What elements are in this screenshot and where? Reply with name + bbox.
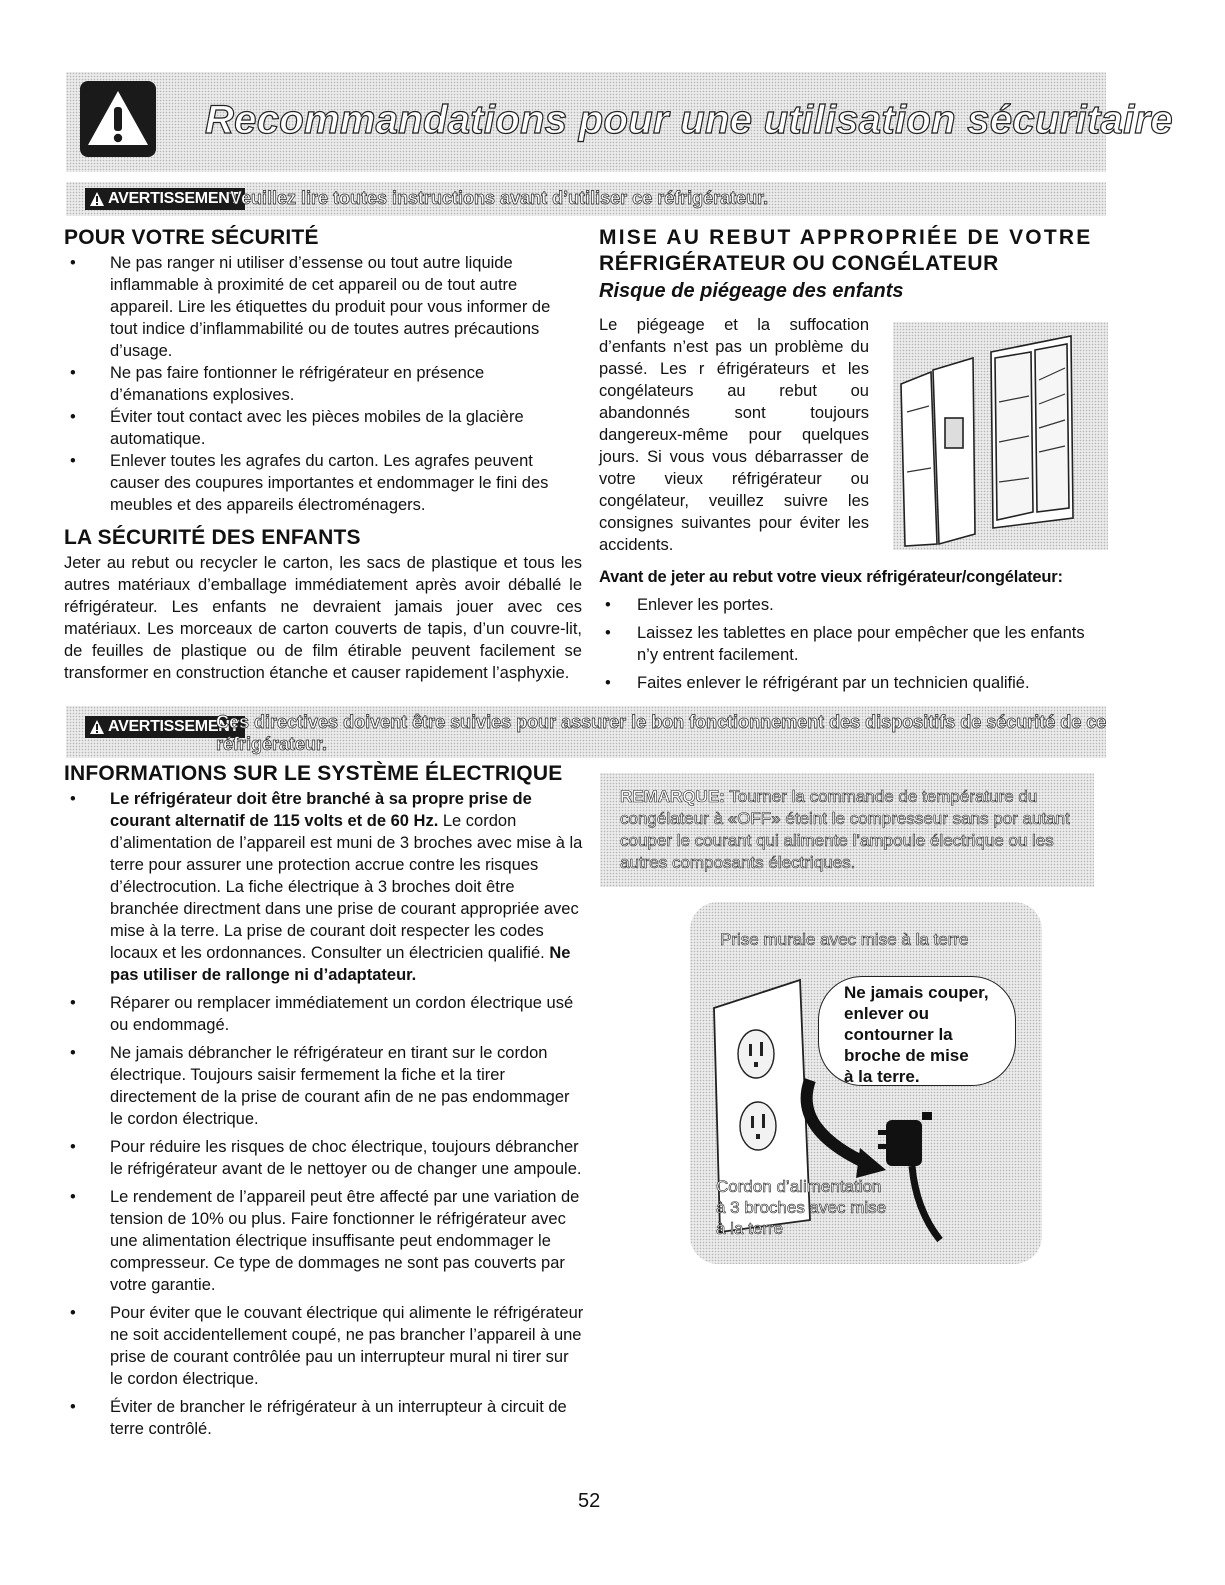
warning-badge-label: AVERTISSEMENT [108,190,239,207]
list-item: • Enlever les portes. [599,594,1109,616]
mid-warning-line1: Ces directives doivent être suivies pour assurer le bon fonctionnement des dispositifs de sécurité de ce [216,712,1107,732]
electrical-list [64,788,584,1440]
children-heading: LA SÉCURITÉ DES ENFANTS [64,526,361,549]
item-text: Le cordon d’alimentation de l’appareil est muni de 3 broches avec mise à la terre pour assurer une protection accrue contre les risques d’électrocution. La fiche électrique à 3 broches doit être branchée directment dans une prise de courant appropriée avec mise à la terre. La prise de courant doit respecter les codes locaux et les ordonnances. Consulter un électricien qualifié. [110,812,583,962]
mid-warning-line2: réfrigérateur. [216,734,328,754]
cord-label [716,1176,886,1239]
note-text: Tourner la commande de température du congélateur à «OFF» éteint le compresseur sans por autant couper le courant qui alimente l’ampoule électrique ou les autres composants électriques. [620,787,1070,872]
outlet-figure-title: Prise murale avec mise à la terre [720,930,969,949]
disposal-list [599,594,1109,694]
list-item: • Éviter de brancher le réfrigérateur à un interrupteur à circuit de terre contrôlé. [64,1396,584,1440]
list-item: • Ne pas ranger ni utiliser d’essense ou tout autre liquide inflammable à proximité de cet appareil ou de tout autre appareil. Lire les étiquettes du produit pour vous informer de tout indice d’inflammabilité ou de toutes autres précautions d’usage. [64,252,582,362]
item-bold-end: Ne pas utiliser de rallonge ni d’adaptateur. [110,944,571,984]
disposal-heading-line1: MISE AU REBUT APPROPRIÉE DE VOTRE [599,226,1093,249]
list-item: • Ne jamais débrancher le réfrigérateur en tirant sur le cordon électrique. Toujours saisir fermement la fiche et la tirer directement de la prise de courant afin de ne pas endommager le cordon électrique. [64,1042,584,1130]
disposal-heading-line2: RÉFRIGÉRATEUR OU CONGÉLATEUR [599,252,999,275]
list-item: • Ne pas faire fontionner le réfrigérateur en présence d’émanations explosives. [64,362,582,406]
electrical-section [64,762,584,1440]
list-item: • Faites enlever le réfrigérant par un technicien qualifié. [599,672,1109,694]
warning-triangle-icon [89,719,105,735]
security-list [64,252,582,516]
electrical-heading: INFORMATIONS SUR LE SYSTÈME ÉLECTRIQUE [64,762,563,785]
cord-label-line: à la terre [716,1219,784,1238]
callout-line: enlever ou [844,1004,930,1023]
list-item [64,788,584,986]
cord-label-line: à 3 broches avec mise [716,1198,887,1217]
item-bold-start: Le réfrigérateur doit être branché à sa propre prise de courant alternatif de 115 volts et de 60 Hz. [110,790,532,830]
warning-triangle-icon [89,191,105,207]
refrigerator-doors-removed-icon [893,322,1108,550]
callout-line: broche de mise [844,1046,969,1065]
disposal-instructions [599,566,1109,694]
callout-text [844,982,989,1087]
callout-line: à la terre. [844,1067,920,1086]
note-text-block [620,786,1080,874]
list-item: • Le rendement de l’appareil peut être affecté par une variation de tension de 10% ou plus. Faire fonctionner le réfrigérateur avec une alimentation électrique insuffisante peut endommager le compresseur. Ce type de dommages ne sont pas couverts par votre garantie. [64,1186,584,1296]
warning-badge [85,188,245,210]
fridge-illustration [893,322,1108,550]
list-item: • Pour éviter que le couvant électrique qui alimente le réfrigérateur ne soit accidentellement coupé, ne pas brancher l’appareil à une prise de courant contrôlée pau un interrupteur mural ni tirer sur le cordon électrique. [64,1302,584,1390]
disposal-before-title: Avant de jeter au rebut votre vieux réfrigérateur/congélateur: [599,568,1063,586]
top-warning-text: Veuillez lire toutes instructions avant d’utiliser ce réfrigérateur. [230,188,769,208]
list-item: • Laissez les tablettes en place pour empêcher que les enfants n’y entrent facilement. [599,622,1109,666]
security-section [64,226,582,684]
warning-icon [80,81,156,157]
list-item: • Réparer ou remplacer immédiatement un cordon électrique usé ou endommagé. [64,992,584,1036]
note-label: REMARQUE: [620,787,725,806]
list-item: • Enlever toutes les agrafes du carton. Les agrafes peuvent causer des coupures importantes et endommager le fini des meubles et des appareils électroménagers. [64,450,582,516]
list-item: • Éviter tout contact avec les pièces mobiles de la glacière automatique. [64,406,582,450]
callout-line: Ne jamais couper, [844,983,989,1002]
security-heading: POUR VOTRE SÉCURITÉ [64,226,319,249]
disposal-section [599,226,1107,303]
children-text: Jeter au rebut ou recycler le carton, les sacs de plastique et tous les autres matériaux d’emballage immédiatement après avoir déballé le réfrigérateur. Les enfants ne devraient jamais jouer avec ces matériaux. Les morceaux de carton couverts de tapis, d’un couvre-lit, de feuilles de plastique ou de film étirable peuvent facilement se transformer en construction étanche et causer rapidement l’asphyxie. [64,554,582,682]
cord-label-line: Cordon d’alimentation [716,1177,882,1196]
list-item: • Pour réduire les risques de choc électrique, toujours débrancher le réfrigérateur avant de le nettoyer ou de changer une ampoule. [64,1136,584,1180]
page-title: Recommandations pour une utilisation sécuritaire [205,98,1173,142]
warning-badge-label: AVERTISSEMENT [108,718,239,735]
disposal-subheading: Risque de piégeage des enfants [599,280,904,302]
callout-line: contourner la [844,1025,953,1044]
disposal-text: Le piégeage et la suffocation d’enfants n’est pas un problème du passé. Les r éfrigérateurs et les congélateurs au rebut ou abandonnés sont toujours dangereux-même pour quelques jours. Si vous vous débarrasser de votre vieux réfrigérateur ou congélateur, veuillez suivre les consignes suivantes pour éviter les accidents. [599,316,869,554]
page-number: 52 [578,1490,601,1512]
